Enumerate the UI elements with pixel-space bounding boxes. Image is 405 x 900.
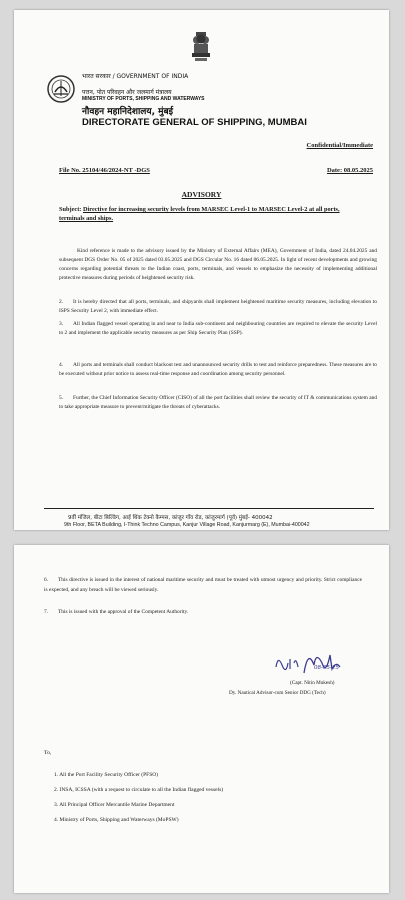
document-date: Date: 08.05.2025 xyxy=(326,167,373,174)
advisory-page-1 xyxy=(14,10,389,530)
paragraph-text: All Indian flagged vessel operating in and near to India sub-continent and neighbouring countries are required to elevate the security Level to 2 and implement the applicable security measures as per Ship Security Plan (SSP). xyxy=(59,321,377,336)
paragraph-3 xyxy=(59,320,377,338)
intro-paragraph: Kind reference is made to the advisory issued by the Ministry of External Affairs (MEA), Government of India, dated 24.04.2025 and subsequent DGS Order No. 05 of 2025 dated 03.05.2025 and DGS Circular No. 16 dated 06.05.2025. In light of recent developments and growing concerns regarding potential threats to the Indian coast, ports, terminals, and vessels to emphasize the necessity of implementing additional protective measures during periods of heightened security risk. xyxy=(59,248,377,281)
paragraph-4 xyxy=(59,361,377,379)
paragraph-5 xyxy=(59,394,377,412)
signatory-name: (Capt. Nitin Mukesh) xyxy=(290,680,335,686)
paragraph-number: 2. xyxy=(59,299,64,305)
list-item: 4. Ministry of Ports, Shipping and Waterways (MoPSW) xyxy=(54,817,179,823)
hindi-directorate-text: नौवहन महानिदेशालय, मुंबई xyxy=(82,107,174,117)
signature-date: 08-05-25 xyxy=(314,665,339,671)
paragraph-text: All ports and terminals shall conduct blackout test and unannounced security drills to test and reinforce preparedness. These measures are to be executed without prior notice to assess real-time response and coordination among security personnel. xyxy=(59,362,377,377)
paragraph-number: 3. xyxy=(59,321,64,327)
paragraph-7 xyxy=(44,608,362,618)
advisory-page-2 xyxy=(14,545,389,893)
subject-label: Subject: xyxy=(59,206,82,213)
distribution-list xyxy=(54,768,223,828)
paragraph-number: 4. xyxy=(59,362,64,368)
classification-label: Confidential/Immediate xyxy=(306,142,373,149)
paragraph-2 xyxy=(59,298,377,316)
file-number: File No. 25104/46/2024-NT -DGS xyxy=(59,167,150,174)
paragraph-text: Further, the Chief Information Security Officer (CISO) of all the port facilities shall review the security of IT & communications system and to take appropriate measure to prevent/mitigate the threats of cyberattacks. xyxy=(59,395,377,410)
footer-divider xyxy=(44,508,374,509)
list-item: 2. INSA, ICSSA (with a request to circulate to all the Indian flagged vessels) xyxy=(54,787,224,793)
paragraph-text: It is hereby directed that all ports, terminals, and shipyards shall implement heightened maritime security measures, including elevation to ISPS Security Level 2, with immediate effect. xyxy=(59,299,377,314)
to-label: To, xyxy=(44,750,52,756)
signatory-title: Dy. Nautical Advisor-cum Senior DDG (Tech) xyxy=(229,690,326,696)
hindi-ministry-text: पत्तन, पोत परिवहन और जलमार्ग मंत्रालय xyxy=(82,89,172,96)
directorate-name: DIRECTORATE GENERAL OF SHIPPING, MUMBAI xyxy=(82,117,307,128)
ministry-name: MINISTRY OF PORTS, SHIPPING AND WATERWAYS xyxy=(82,96,205,102)
paragraph-number: 7. xyxy=(44,609,49,615)
subject-line xyxy=(59,205,359,223)
subject-text: Directive for increasing security levels from MARSEC Level-1 to MARSEC Level-2 at all ports, terminals and ships. xyxy=(59,206,340,222)
dgs-logo-icon xyxy=(46,74,76,104)
paragraph-number: 6. xyxy=(44,577,49,583)
list-item: 3. All Principal Officer Mercantile Marine Department xyxy=(54,802,175,808)
paragraph-6 xyxy=(44,576,362,595)
paragraph-text: This is issued with the approval of the Competent Authority. xyxy=(58,609,189,615)
paragraph-number: 5. xyxy=(59,395,64,401)
document-title: ADVISORY xyxy=(181,190,222,199)
paragraph-text: This directive is issued in the interest of national maritime security and must be treated with utmost urgency and priority. Strict compliance is expected, and any breach will be viewed seriously. xyxy=(44,577,362,593)
footer-address-hindi: 9वीं मंजिल, बीटा बिल्डिंग, आई थिंक टेक्नो कैम्पस, कांजुर गाँव रोड, कांजुरमार्ग (पूर्व) मुंबई- 400042 xyxy=(68,515,273,521)
hindi-government-text: भारत सरकार / GOVERNMENT OF INDIA xyxy=(82,73,189,80)
list-item: 1. All the Port Facility Security Officer (PFSO) xyxy=(54,772,159,778)
footer-address: 9th Floor, BETA Building, I-Think Techno Campus, Kanjur Village Road, Kanjurmarg (E), Mumbai-400042 xyxy=(64,522,310,528)
national-emblem-icon xyxy=(190,30,212,64)
